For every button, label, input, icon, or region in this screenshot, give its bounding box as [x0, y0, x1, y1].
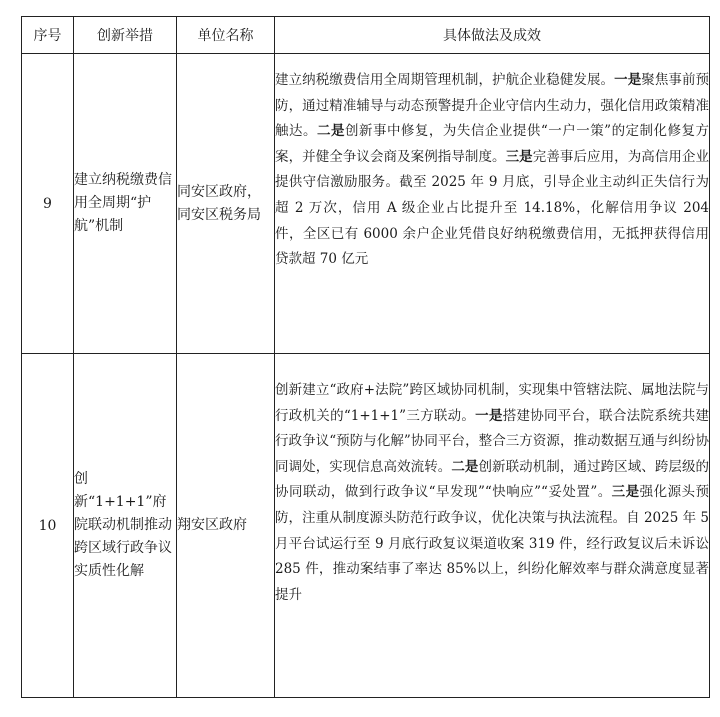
- point-text: 聚焦事前预防，通过精准辅导与动态预警提升企业守信内生动力，强化信用政策精准触达。: [275, 72, 710, 140]
- details-paragraph: [275, 378, 709, 608]
- details-intro: 建立纳税缴费信用全周期管理机制，护航企业稳健发展。: [275, 72, 615, 88]
- row-measure: 建立纳税缴费信用全周期“护航”机制: [74, 54, 177, 354]
- row-details: [275, 354, 710, 698]
- innovation-table: [21, 16, 710, 698]
- table-row: [22, 354, 710, 698]
- details-paragraph: [275, 68, 709, 273]
- table-row: [22, 54, 710, 354]
- details-intro: 创新建立“政府+法院”跨区域协同机制，实现集中管辖法院、属地法院与行政机关的“1+1+1”三方联动。: [275, 382, 709, 424]
- row-index: 10: [22, 354, 74, 698]
- table-header-row: [22, 17, 710, 54]
- row-unit: 同安区政府，同安区税务局: [177, 54, 275, 354]
- point-text: 完善事后应用，为高信用企业提供守信激励服务。截至 2025 年 9 月底，引导企业主动纠正失信行为超 2 万次，信用 A 级企业占比提升至 14.18%，化解信用争议 204 件，全区已有 6000 余户企业凭借良好纳税缴费信用，无抵押获得信用贷款超 70 亿元: [275, 148, 710, 268]
- header-details: 具体做法及成效: [275, 17, 710, 54]
- point-text: 强化源头预防，注重从制度源头防范行政争议，优化决策与执法流程。自 2025 年 5 月平台试运行至 9 月底行政复议渠道收案 319 件，经行政复议后未诉讼 285 件，推动案结事了率达 85%以上，纠纷化解效率与群众满意度显著提升: [275, 484, 710, 603]
- point-label: 三是: [505, 148, 533, 165]
- point-label: 二是: [316, 123, 345, 140]
- row-unit: 翔安区政府: [177, 354, 275, 698]
- point-label: 一是: [475, 407, 503, 424]
- header-unit: 单位名称: [177, 17, 275, 54]
- header-measure: 创新举措: [74, 17, 177, 54]
- point-label: 一是: [614, 72, 642, 88]
- point-label: 三是: [611, 484, 640, 501]
- point-text: 创新联动机制，通过跨区域、跨层级的协同联动，做到行政争议“早发现”“快响应”“妥处置”。: [275, 458, 710, 501]
- row-details: [275, 54, 710, 354]
- point-text: 创新事中修复，为失信企业提供“一户一策”的定制化修复方案，并健全争议会商及案例指导制度。: [275, 123, 710, 165]
- row-measure: 创新“1+1+1”府院联动机制推动跨区域行政争议实质性化解: [74, 354, 177, 698]
- row-index: 9: [22, 54, 74, 354]
- header-index: 序号: [22, 17, 74, 54]
- point-label: 二是: [451, 458, 479, 475]
- point-text: 搭建协同平台，联合法院系统共建行政争议“预防与化解”协同平台，整合三方资源，推动数据互通与纠纷协同调处，实现信息高效流转。: [275, 407, 710, 475]
